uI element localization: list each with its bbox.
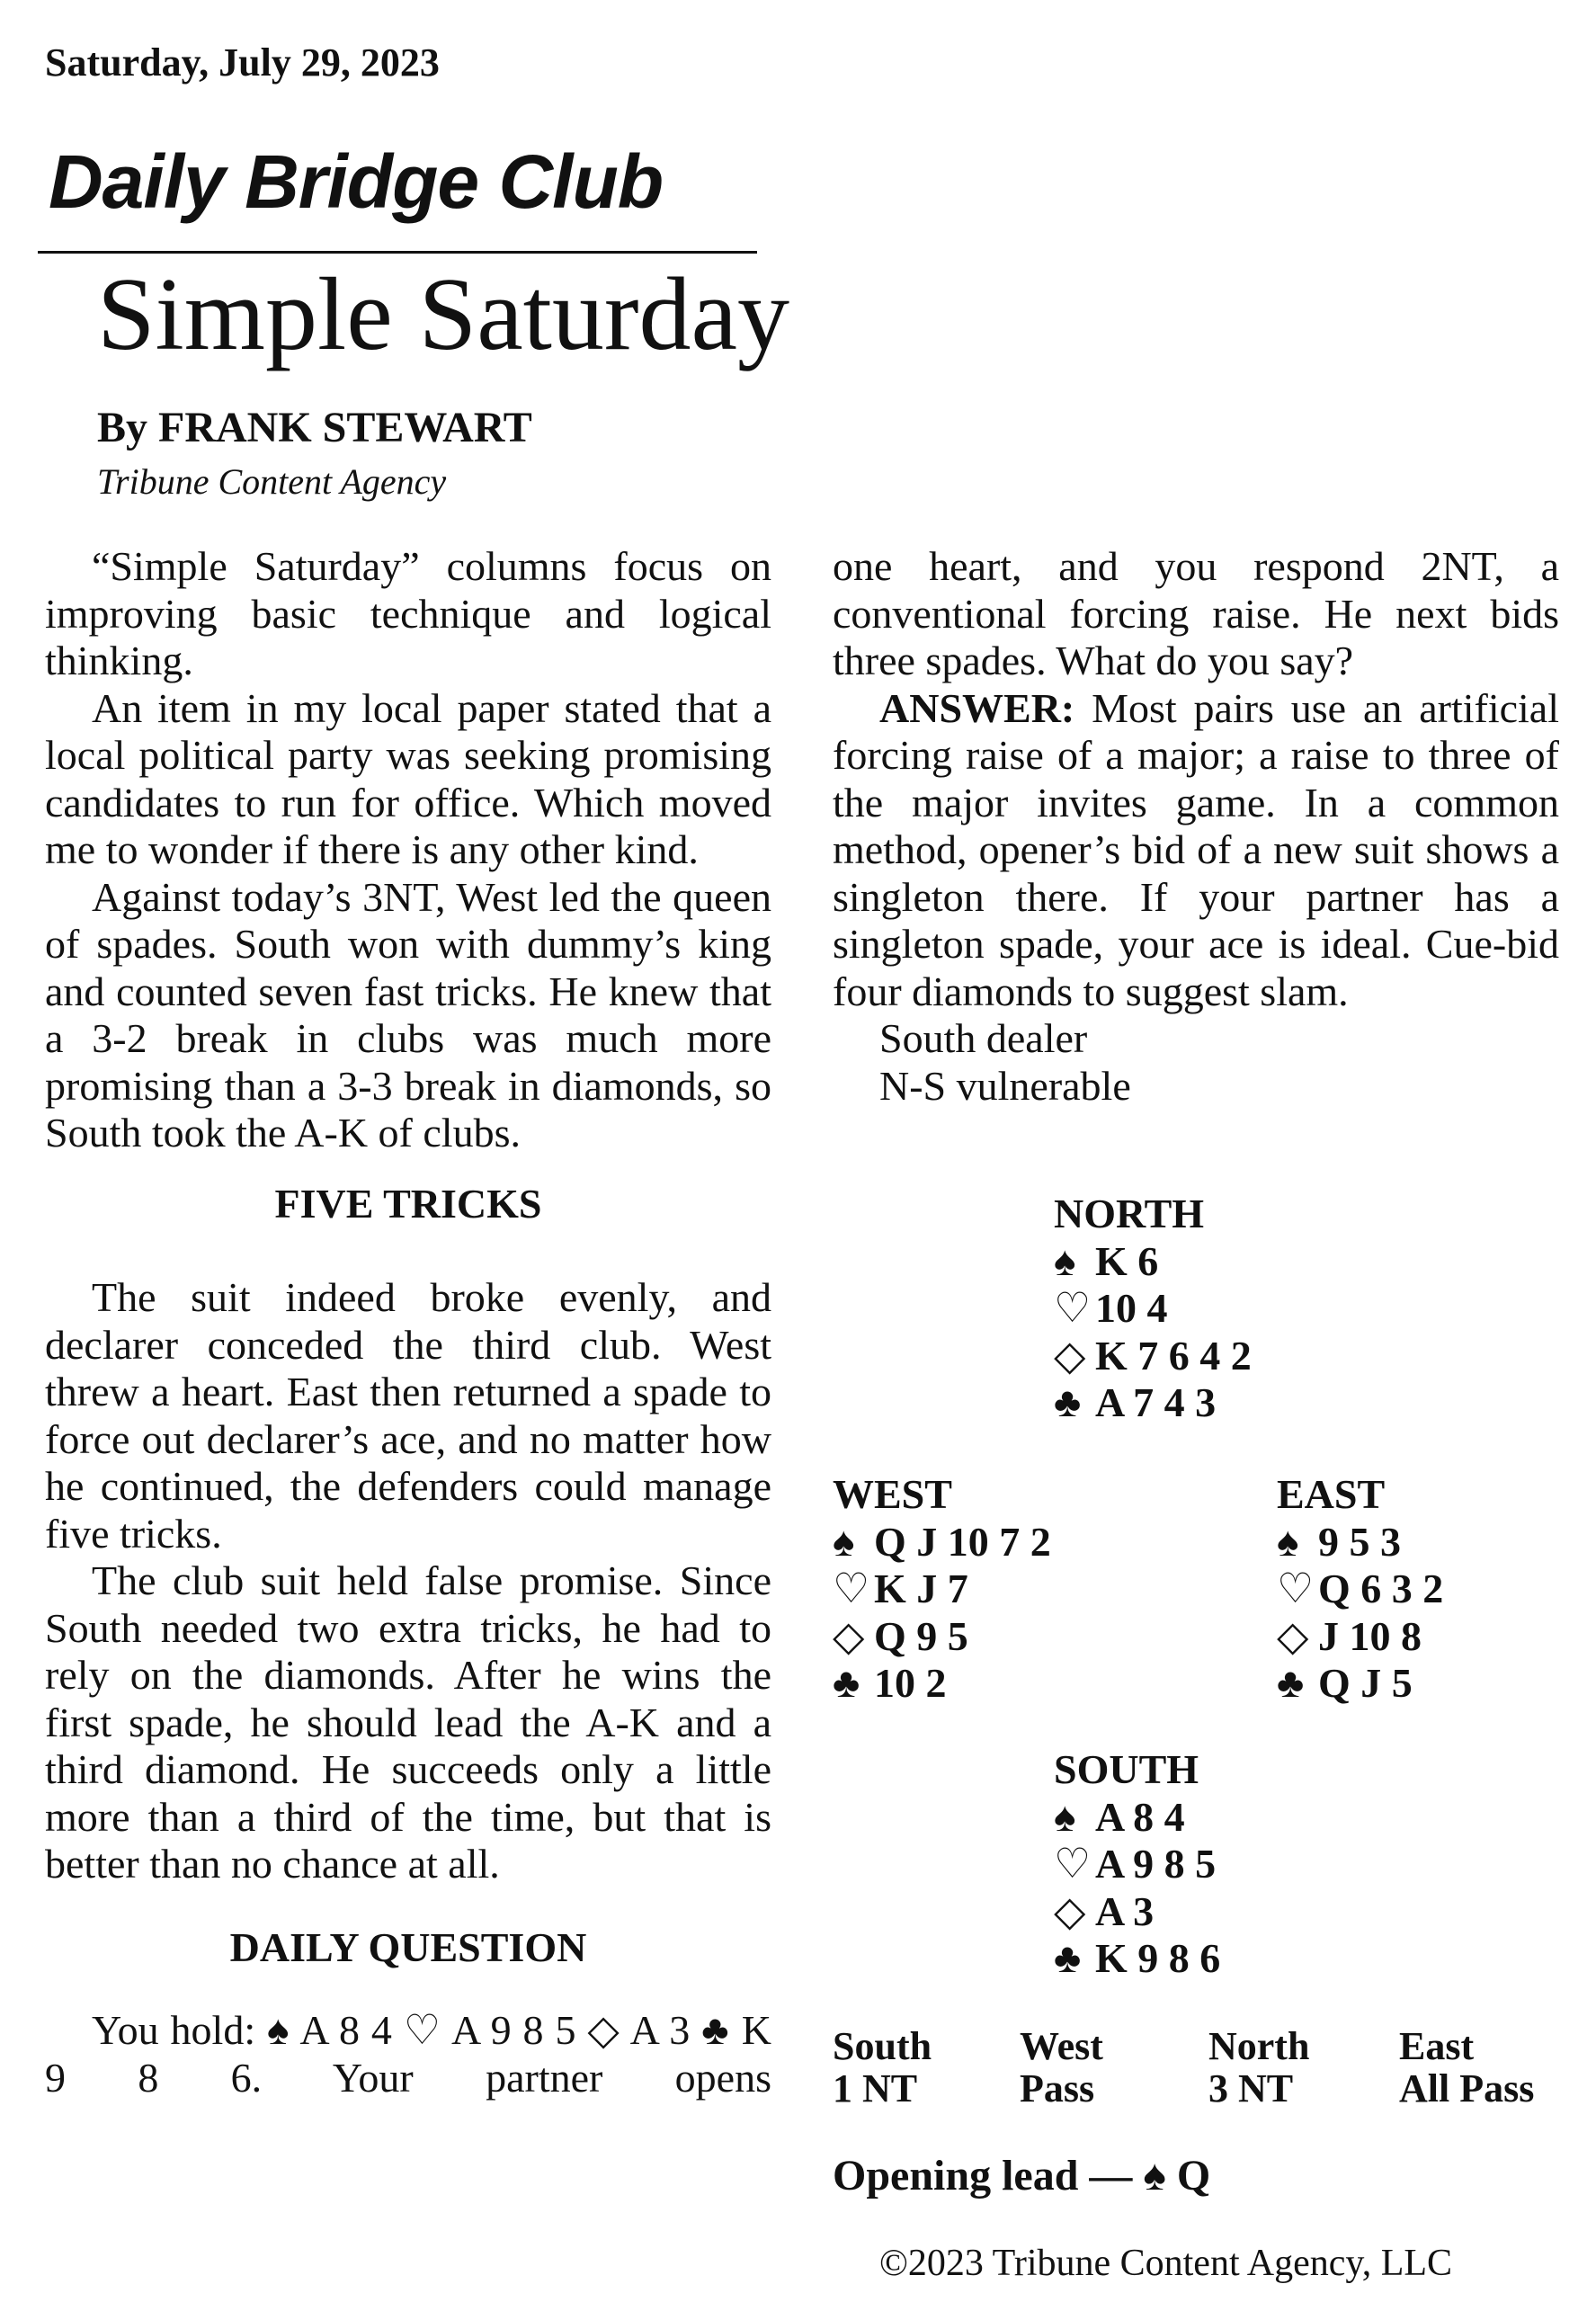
auction-bid: Pass <box>1020 2066 1095 2110</box>
north-diamonds: K 7 6 4 2 <box>1095 1332 1252 1379</box>
auction-bid: 3 NT <box>1208 2066 1294 2110</box>
auction-column <box>1020 2025 1103 2110</box>
subhead-five-tricks: FIVE TRICKS <box>274 1180 542 1227</box>
east-label: EAST <box>1277 1471 1386 1517</box>
paragraph-anecdote: An item in my local paper stated that a local political party was seeking promising candidates to run for office. Which moved me to wonder if there is any other kind. <box>45 684 771 872</box>
south-label: SOUTH <box>1054 1746 1199 1792</box>
agency-credit: Tribune Content Agency <box>97 461 447 502</box>
south-hand <box>1054 1746 1220 1983</box>
heart-icon: ♡ <box>1054 1841 1092 1887</box>
heart-icon: ♡ <box>833 1566 870 1611</box>
column-logo: Daily Bridge Club <box>49 139 664 224</box>
spade-icon: ♠ <box>1054 1793 1076 1840</box>
spade-icon: ♠ <box>1054 1237 1076 1284</box>
logo-divider <box>38 251 757 254</box>
paragraph-play: Against today’s 3NT, West led the queen of spades. South won with dummy’s king and counted seven fast tricks. He knew that a 3-2 break in clubs was much more promising than a 3-3 break in diamonds, so South took the A-K of clubs. <box>45 873 771 1155</box>
auction-seat: West <box>1020 2024 1103 2068</box>
paragraph-defense: The suit indeed broke evenly, and declarer conceded the third club. West threw a heart. East then returned a spade to force out declarer’s ace, and no matter how he continued, the defenders could manage five tricks. <box>45 1274 771 1557</box>
diamond-icon: ◇ <box>833 1612 865 1659</box>
club-icon: ♣ <box>1054 1935 1082 1981</box>
south-clubs: K 9 8 6 <box>1095 1935 1221 1981</box>
article-left-column <box>45 543 771 2101</box>
paragraph-analysis: The club suit held false promise. Since South needed two extra tricks, he had to rely on the diamonds. After he wins the first spade, he should lead the A-K and a third diamond. He succeeds only a little more than a third of the time, but that is better than no chance at all. <box>45 1557 771 1887</box>
south-hearts: A 9 8 5 <box>1095 1841 1217 1887</box>
spade-icon: ♠ <box>1277 1518 1299 1565</box>
auction-column <box>1399 2025 1534 2110</box>
east-spades: 9 5 3 <box>1318 1518 1401 1565</box>
auction-seat: East <box>1399 2024 1475 2068</box>
auction-seat: South <box>833 2024 932 2068</box>
auction-seat: North <box>1208 2024 1310 2068</box>
south-spades: A 8 4 <box>1095 1793 1185 1840</box>
club-icon: ♣ <box>833 1660 860 1706</box>
auction-bid: All Pass <box>1399 2066 1535 2110</box>
paragraph-intro: “Simple Saturday” columns focus on improving basic technique and logical thinking. <box>45 543 771 683</box>
west-label: WEST <box>833 1471 952 1517</box>
question-continued: one heart, and you respond 2NT, a conventional forcing raise. He next bids three spades. What do you say? <box>833 543 1559 683</box>
north-hand <box>1054 1191 1252 1427</box>
east-hand <box>1277 1471 1443 1708</box>
club-icon: ♣ <box>1277 1660 1305 1706</box>
subhead-daily-question: DAILY QUESTION <box>229 1923 587 1970</box>
west-clubs: 10 2 <box>874 1660 947 1706</box>
opening-lead: Opening lead — ♠ Q <box>833 2152 1211 2199</box>
east-diamonds: J 10 8 <box>1318 1612 1422 1659</box>
diamond-icon: ◇ <box>1054 1887 1086 1934</box>
heart-icon: ♡ <box>1277 1566 1315 1611</box>
dealer-info: South dealer <box>879 1015 1088 1061</box>
headline: Simple Saturday <box>97 257 790 372</box>
byline: By FRANK STEWART <box>97 404 532 451</box>
north-hearts: 10 4 <box>1095 1285 1168 1331</box>
article-right-column <box>833 543 1559 1110</box>
west-spades: Q J 10 7 2 <box>874 1518 1051 1565</box>
diamond-icon: ◇ <box>1054 1332 1086 1379</box>
spade-icon: ♠ <box>833 1518 855 1565</box>
auction-column <box>1208 2025 1309 2110</box>
heart-icon: ♡ <box>1054 1285 1092 1331</box>
north-spades: K 6 <box>1095 1237 1159 1284</box>
date-line: Saturday, July 29, 2023 <box>45 40 440 85</box>
auction-column <box>833 2025 932 2110</box>
west-diamonds: Q 9 5 <box>874 1612 968 1659</box>
answer-text: Most pairs use an artificial forcing raise of a major; a raise to three of the major invites game. In a common method, opener’s bid of a new suit shows a singleton there. If your partner has a singleton spade, your ace is ideal. Cue-bid four diamonds to suggest slam. <box>833 684 1559 1014</box>
question-text: You hold: ♠ A 8 4 ♡ A 9 8 5 ◇ A 3 ♣ K 9 8 6. Your partner opens <box>45 2007 771 2101</box>
west-hand <box>833 1471 1051 1708</box>
auction-bid: 1 NT <box>833 2066 918 2110</box>
east-hearts: Q 6 3 2 <box>1318 1566 1444 1611</box>
diamond-icon: ◇ <box>1277 1612 1309 1659</box>
west-hearts: K J 7 <box>874 1566 968 1611</box>
answer-label: ANSWER: <box>879 684 1075 731</box>
club-icon: ♣ <box>1054 1379 1082 1425</box>
east-clubs: Q J 5 <box>1318 1660 1413 1706</box>
copyright-notice: ©2023 Tribune Content Agency, LLC <box>879 2243 1453 2284</box>
south-diamonds: A 3 <box>1095 1887 1155 1934</box>
answer-paragraph <box>833 685 1559 1016</box>
north-label: NORTH <box>1054 1191 1205 1236</box>
north-clubs: A 7 4 3 <box>1095 1379 1217 1425</box>
vulnerability-info: N-S vulnerable <box>879 1062 1131 1109</box>
